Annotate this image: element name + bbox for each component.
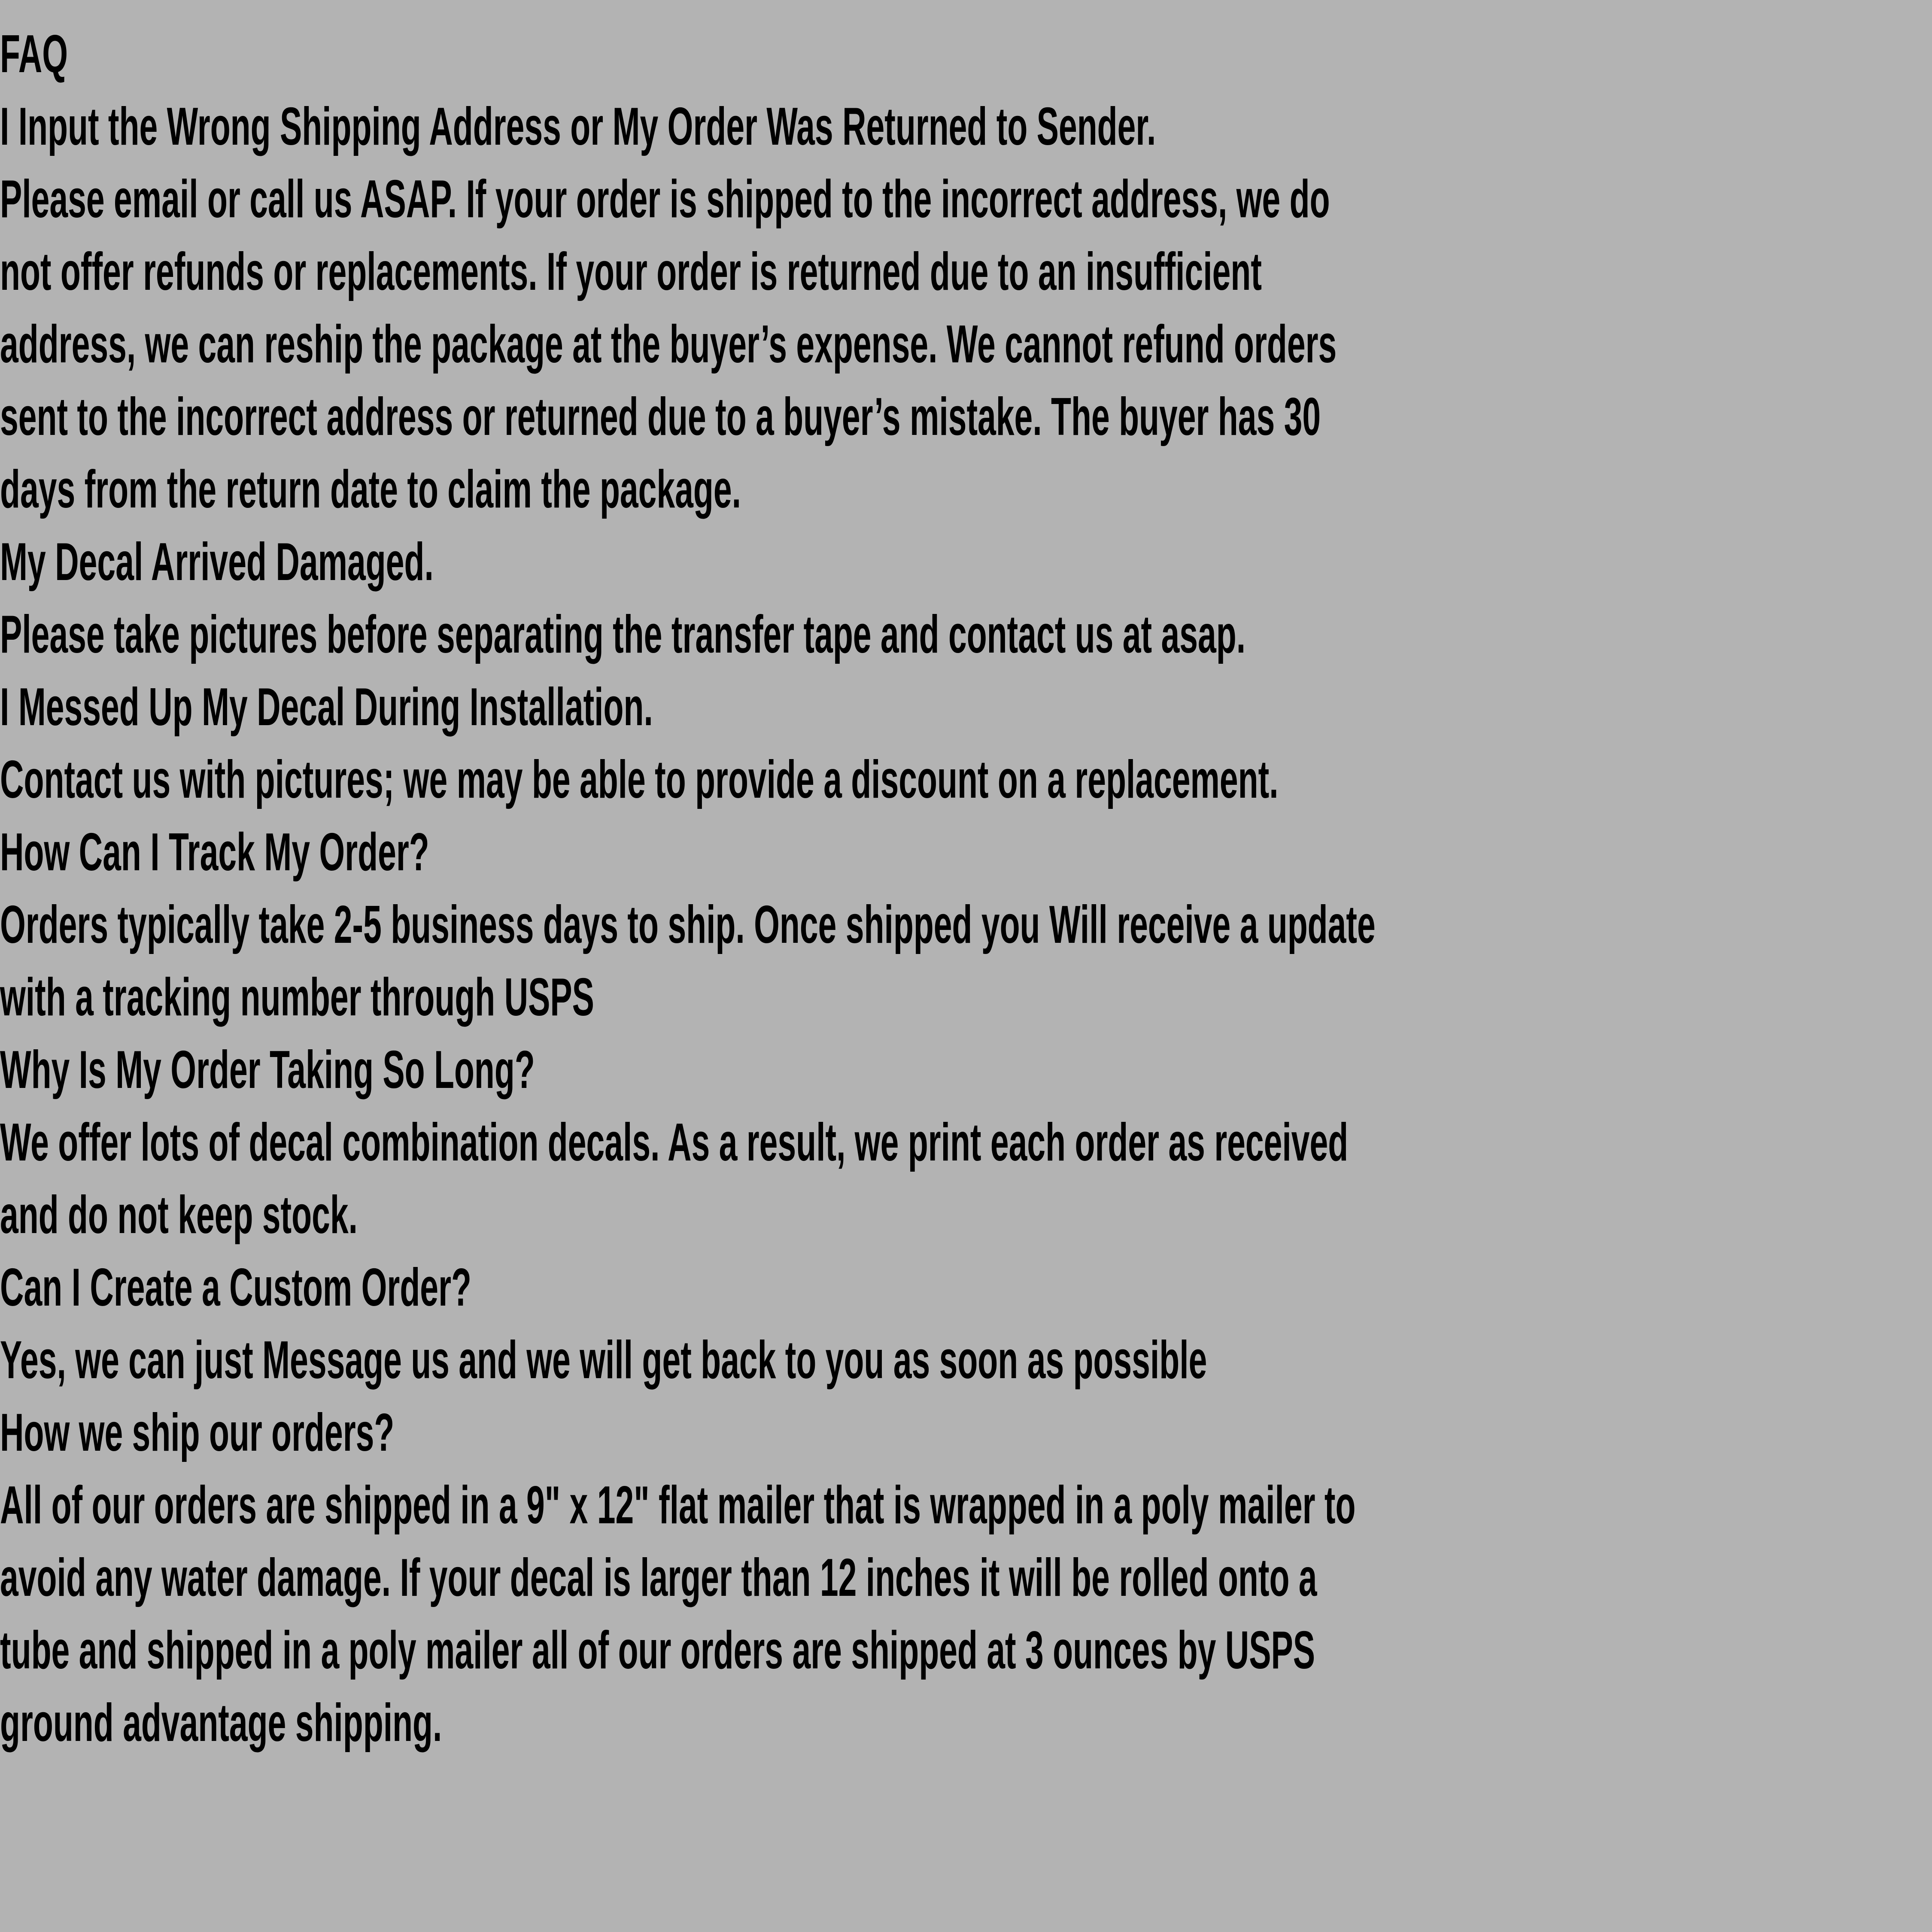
faq-question: Why Is My Order Taking So Long? [0, 1040, 535, 1100]
faq-answer-line: with a tracking number through USPS [0, 968, 594, 1027]
faq-question: I Input the Wrong Shipping Address or My Order Was Returned to Sender. [0, 97, 1156, 156]
faq-question: How we ship our orders? [0, 1403, 395, 1462]
faq-answer-line: and do not keep stock. [0, 1185, 358, 1245]
faq-answer-line: ground advantage shipping. [0, 1693, 442, 1753]
faq-answer-line: Contact us with pictures; we may be able to provide a discount on a replacement. [0, 750, 1279, 809]
faq-answer-line: Please take pictures before separating the transfer tape and contact us at asap. [0, 605, 1246, 664]
faq-answer-line: All of our orders are shipped in a 9" x 12" flat mailer that is wrapped in a poly mailer to [0, 1476, 1356, 1535]
faq-answer-line: days from the return date to claim the package. [0, 460, 741, 519]
faq-answer-line: We offer lots of decal combination decals. As a result, we print each order as received [0, 1113, 1349, 1172]
faq-answer-line: Please email or call us ASAP. If your order is shipped to the incorrect address, we do [0, 170, 1330, 229]
faq-question: My Decal Arrived Damaged. [0, 532, 434, 592]
faq-answer-line: not offer refunds or replacements. If your order is returned due to an insufficient [0, 242, 1262, 301]
faq-answer-line: tube and shipped in a poly mailer all of our orders are shipped at 3 ounces by USPS [0, 1621, 1315, 1680]
faq-question: I Messed Up My Decal During Installation. [0, 677, 653, 737]
faq-question: How Can I Track My Order? [0, 823, 429, 882]
faq-answer-line: address, we can reship the package at the buyer’s expense. We cannot refund orders [0, 315, 1337, 374]
faq-answer-line: avoid any water damage. If your decal is larger than 12 inches it will be rolled onto a [0, 1548, 1317, 1607]
faq-answer-line: Yes, we can just Message us and we will get back to you as soon as possible [0, 1331, 1207, 1390]
faq-title: FAQ [0, 24, 68, 84]
faq-question: Can I Create a Custom Order? [0, 1258, 471, 1317]
faq-answer-line: Orders typically take 2-5 business days to ship. Once shipped you Will receive a update [0, 895, 1376, 954]
faq-answer-line: sent to the incorrect address or returned due to a buyer’s mistake. The buyer has 30 [0, 387, 1321, 447]
